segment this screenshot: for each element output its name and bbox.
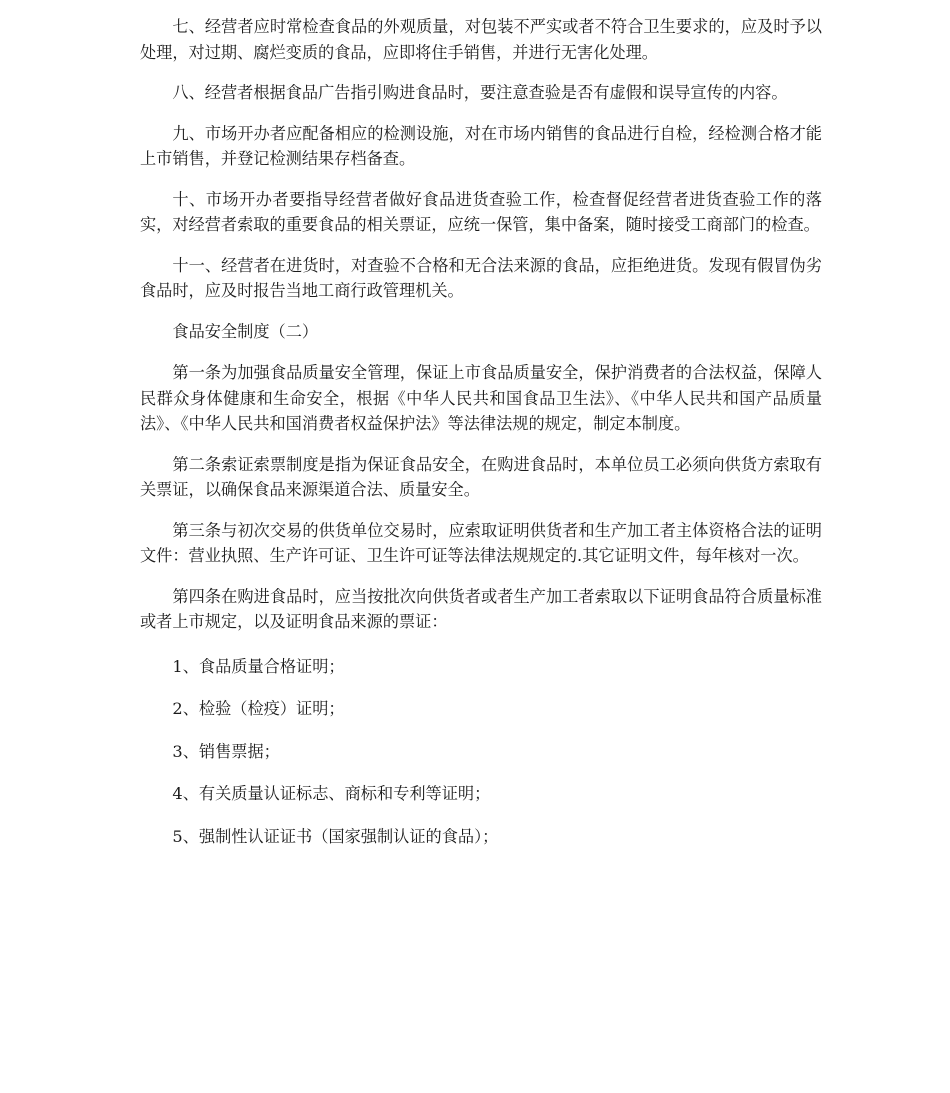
paragraph-eight: 八、经营者根据食品广告指引购进食品时，要注意查验是否有虚假和误导宣传的内容。 xyxy=(172,83,788,102)
list-item: 4、有关质量认证标志、商标和专利等证明； xyxy=(172,784,491,803)
article-two: 第二条索证索票制度是指为保证食品安全，在购进食品时，本单位员工必须向供货方索取有关票证，以确保食品来源渠道合法、质量安全。 xyxy=(140,454,822,499)
section-title: 食品安全制度（二） xyxy=(172,321,319,341)
article-three: 第三条与初次交易的供货单位交易时，应索取证明供货者和生产加工者主体资格合法的证明文件：营业执照、生产许可证、卫生许可证等法律法规规定的.其它证明文件，每年核对一次。 xyxy=(140,520,822,565)
article-one: 第一条为加强食品质量安全管理，保证上市食品质量安全，保护消费者的合法权益，保障人民群众身体健康和生命安全，根据《中华人民共和国食品卫生法》、《中华人民共和国产品质量法》、《中华人民共和国消费者权益保护法》等法律法规的规定，制定本制度。 xyxy=(140,363,822,433)
paragraph-seven: 七、经营者应时常检查食品的外观质量，对包装不严实或者不符合卫生要求的，应及时予以处理，对过期、腐烂变质的食品，应即将住手销售，并进行无害化处理。 xyxy=(140,17,822,62)
list-item: 3、销售票据； xyxy=(172,741,280,761)
list-item: 1、食品质量合格证明； xyxy=(172,656,345,676)
article-four: 第四条在购进食品时，应当按批次向供货者或者生产加工者索取以下证明食品符合质量标准或者上市规定，以及证明食品来源的票证： xyxy=(140,586,822,631)
paragraph-nine: 九、市场开办者应配备相应的检测设施，对在市场内销售的食品进行自检，经检测合格才能上市销售，并登记检测结果存档备查。 xyxy=(140,123,822,168)
paragraph-eleven: 十一、经营者在进货时，对查验不合格和无合法来源的食品，应拒绝进货。发现有假冒伪劣食品时，应及时报告当地工商行政管理机关。 xyxy=(140,255,822,300)
paragraph-ten: 十、市场开办者要指导经营者做好食品进货查验工作，检查督促经营者进货查验工作的落实，对经营者索取的重要食品的相关票证，应统一保管，集中备案，随时接受工商部门的检查。 xyxy=(140,189,822,234)
list-item: 2、检验（检疫）证明； xyxy=(172,699,345,718)
list-item: 5、强制性认证证书（国家强制认证的食品）； xyxy=(172,826,499,846)
document-page xyxy=(140,14,822,866)
